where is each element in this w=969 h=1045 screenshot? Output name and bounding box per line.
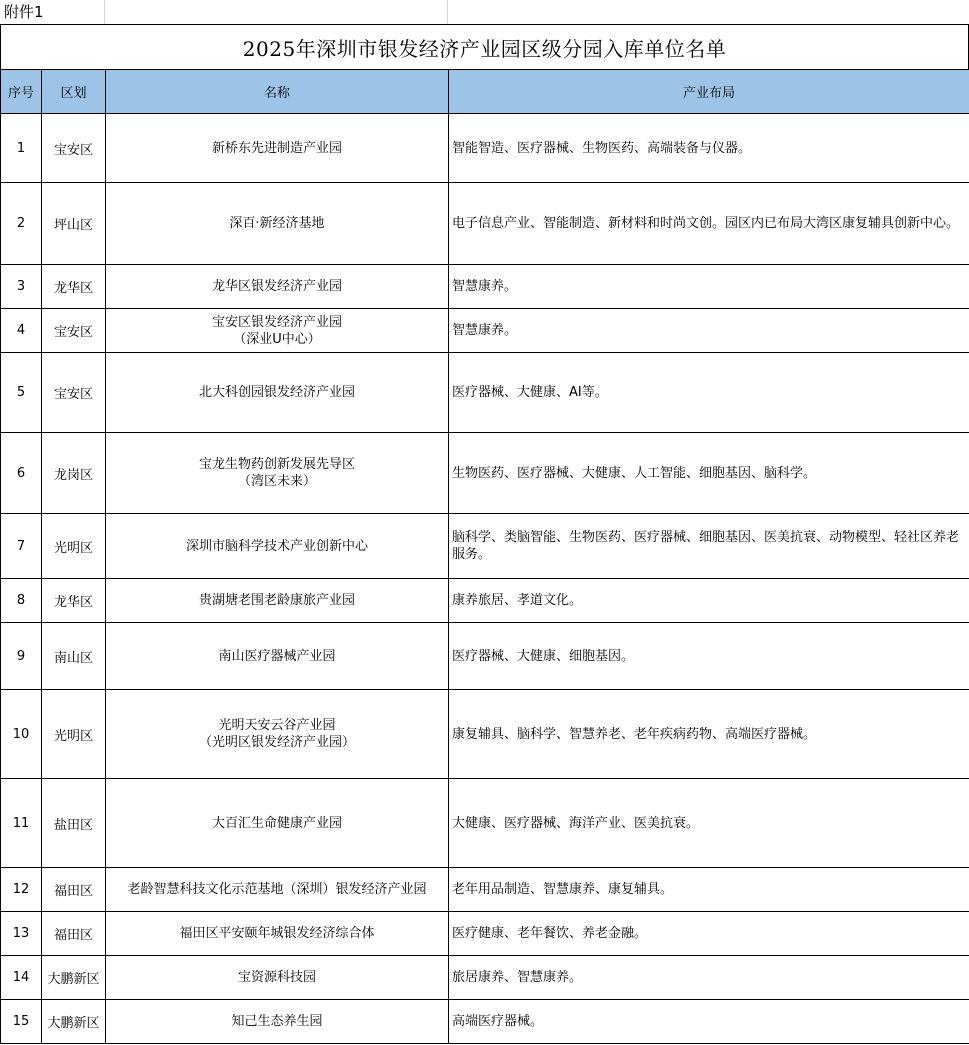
- attachment-label: 附件1: [4, 3, 44, 21]
- cell-layout: 老年用品制造、智慧康养、康复辅具。: [449, 868, 969, 912]
- cell-district: 宝安区: [42, 353, 106, 433]
- table-row: [1, 433, 969, 514]
- cell-name: [106, 1000, 449, 1044]
- attachment-label-row: [0, 0, 969, 25]
- cell-layout: 智慧康养。: [449, 265, 969, 309]
- cell-layout: 医疗器械、大健康、AI等。: [449, 353, 969, 433]
- cell-name: [106, 309, 449, 353]
- cell-seq: 10: [1, 690, 42, 779]
- table-row: [1, 956, 969, 1000]
- cell-name: [106, 912, 449, 956]
- header-name: 名称: [106, 70, 449, 114]
- cell-layout: 脑科学、类脑智能、生物医药、医疗器械、细胞基因、医美抗衰、动物模型、轻社区养老服务。: [449, 514, 969, 579]
- cell-seq: 12: [1, 868, 42, 912]
- header-layout: 产业布局: [449, 70, 969, 114]
- table-row: [1, 912, 969, 956]
- cell-seq: 15: [1, 1000, 42, 1044]
- cell-district: 光明区: [42, 690, 106, 779]
- cell-name: [106, 353, 449, 433]
- cell-district: 大鹏新区: [42, 956, 106, 1000]
- table-row: [1, 579, 969, 623]
- cell-seq: 11: [1, 779, 42, 868]
- cell-name-line: 贵湖塘老围老龄康旅产业园: [198, 593, 355, 608]
- header-row: [1, 70, 969, 114]
- table-row: [1, 1000, 969, 1044]
- cell-seq: 6: [1, 433, 42, 514]
- cell-seq: 1: [1, 114, 42, 183]
- park-list-table: [0, 69, 969, 1044]
- cell-district: 坪山区: [42, 183, 106, 265]
- cell-layout: 旅居康养、智慧康养。: [449, 956, 969, 1000]
- cell-name: [106, 956, 449, 1000]
- table-row: [1, 868, 969, 912]
- cell-name: [106, 114, 449, 183]
- cell-seq: 3: [1, 265, 42, 309]
- cell-name-line: （湾区未来）: [237, 474, 316, 489]
- cell-seq: 5: [1, 353, 42, 433]
- cell-district: 龙华区: [42, 579, 106, 623]
- cell-seq: 2: [1, 183, 42, 265]
- header-district: 区划: [42, 70, 106, 114]
- table-row: [1, 690, 969, 779]
- cell-district: 大鹏新区: [42, 1000, 106, 1044]
- table-row: [1, 623, 969, 690]
- cell-name: [106, 514, 449, 579]
- header-seq: 序号: [1, 70, 42, 114]
- cell-name-line: 福田区平安颐年城银发经济综合体: [179, 926, 375, 941]
- cell-name-line: 南山医疗器械产业园: [218, 648, 336, 664]
- cell-name-line: 宝龙生物药创新发展先导区: [198, 457, 355, 472]
- cell-seq: 14: [1, 956, 42, 1000]
- table-row: [1, 114, 969, 183]
- table-row: [1, 514, 969, 579]
- cell-layout: 康养旅居、孝道文化。: [449, 579, 969, 623]
- cell-name-line: 宝资源科技园: [237, 970, 316, 985]
- cell-layout: 医疗健康、老年餐饮、养老金融。: [449, 912, 969, 956]
- cell-layout: 智能智造、医疗器械、生物医药、高端装备与仪器。: [449, 114, 969, 183]
- table-row: [1, 183, 969, 265]
- cell-layout: 大健康、医疗器械、海洋产业、医美抗衰。: [449, 779, 969, 868]
- cell-name-line: 龙华区银发经济产业园: [211, 279, 342, 294]
- cell-layout: 电子信息产业、智能制造、新材料和时尚文创。园区内已布局大湾区康复辅具创新中心。: [449, 183, 969, 265]
- cell-name-line: （光明区银发经济产业园）: [198, 735, 355, 750]
- cell-seq: 9: [1, 623, 42, 690]
- table-row: [1, 779, 969, 868]
- cell-name-line: 大百汇生命健康产业园: [211, 815, 342, 831]
- cell-seq: 4: [1, 309, 42, 353]
- cell-district: 南山区: [42, 623, 106, 690]
- cell-name: [106, 265, 449, 309]
- cell-district: 光明区: [42, 514, 106, 579]
- document-title: 2025年深圳市银发经济产业园区级分园入库单位名单: [242, 37, 727, 61]
- cell-district: 福田区: [42, 868, 106, 912]
- cell-name: [106, 579, 449, 623]
- cell-name-line: 北大科创园银发经济产业园: [198, 385, 355, 400]
- cell-name: [106, 183, 449, 265]
- table-body: [1, 114, 969, 1044]
- cell-district: 龙华区: [42, 265, 106, 309]
- cell-seq: 8: [1, 579, 42, 623]
- cell-district: 福田区: [42, 912, 106, 956]
- cell-layout: 高端医疗器械。: [449, 1000, 969, 1044]
- title-row: [0, 25, 969, 70]
- cell-name-line: 深圳市脑科学技术产业创新中心: [185, 538, 368, 554]
- cell-name-line: 深百·新经济基地: [229, 216, 325, 231]
- cell-name: [106, 779, 449, 868]
- cell-layout: 生物医药、医疗器械、大健康、人工智能、细胞基因、脑科学。: [449, 433, 969, 514]
- cell-name: [106, 433, 449, 514]
- table-row: [1, 309, 969, 353]
- table-row: [1, 265, 969, 309]
- cell-seq: 7: [1, 514, 42, 579]
- cell-layout: 医疗器械、大健康、细胞基因。: [449, 623, 969, 690]
- cell-name-line: 光明天安云谷产业园: [218, 718, 336, 733]
- cell-district: 宝安区: [42, 309, 106, 353]
- cell-layout: 康复辅具、脑科学、智慧养老、老年疾病药物、高端医疗器械。: [449, 690, 969, 779]
- cell-name-line: （深业U中心）: [233, 331, 321, 347]
- cell-name-line: 新桥东先进制造产业园: [211, 140, 342, 156]
- cell-layout: 智慧康养。: [449, 309, 969, 353]
- cell-seq: 13: [1, 912, 42, 956]
- cell-name-line: 宝安区银发经济产业园: [211, 314, 342, 330]
- cell-district: 龙岗区: [42, 433, 106, 514]
- table-row: [1, 353, 969, 433]
- cell-name: [106, 623, 449, 690]
- cell-name-line: 老龄智慧科技文化示范基地（深圳）银发经济产业园: [127, 882, 427, 897]
- cell-name: [106, 690, 449, 779]
- cell-name-line: 知己生态养生园: [231, 1014, 323, 1029]
- cell-district: 宝安区: [42, 114, 106, 183]
- cell-district: 盐田区: [42, 779, 106, 868]
- cell-name: [106, 868, 449, 912]
